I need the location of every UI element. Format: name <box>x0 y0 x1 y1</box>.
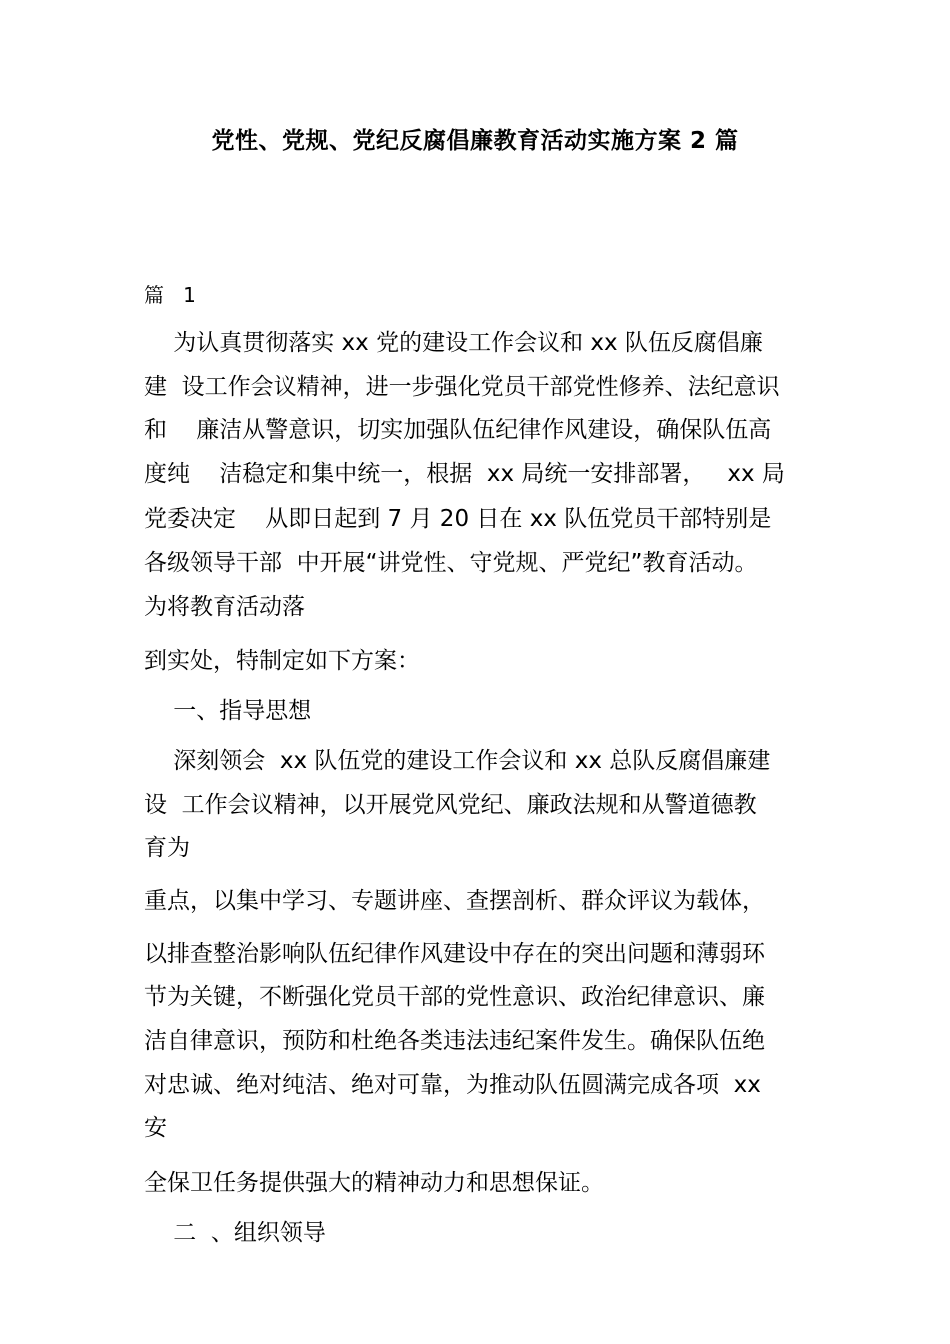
paragraph-line: 节为关键，不断强化党员干部的党性意识、政治纪律意识、廉 <box>144 984 765 1010</box>
paragraph-line: 度纯 洁稳定和集中统一，根据 xx 局统一安排部署， xx 局 <box>144 461 785 487</box>
paragraph-line: 和 廉洁从警意识，切实加强队伍纪律作风建设，确保队伍高 <box>144 417 772 443</box>
paragraph-line: 深刻领会 xx 队伍党的建设工作会议和 xx 总队反腐倡廉建 <box>144 748 771 774</box>
paragraph-line: 为认真贯彻落实 xx 党的建设工作会议和 xx 队伍反腐倡廉 <box>144 330 763 356</box>
document-title: 党性、党规、党纪反腐倡廉教育活动实施方案 2 篇 <box>211 128 739 154</box>
paragraph-line: 党委决定 从即日起到 7 月 20 日在 xx 队伍党员干部特别是 <box>144 506 772 532</box>
paragraph-line: 到实处，特制定如下方案： <box>144 648 420 674</box>
paragraph-line: 设 工作会议精神，以开展党风党纪、廉政法规和从警道德教 <box>144 792 757 818</box>
paragraph-line: 建 设工作会议精神，进一步强化党员干部党性修养、法纪意识 <box>144 374 780 400</box>
paragraph-line: 以排查整治影响队伍纪律作风建设中存在的突出问题和薄弱环 <box>144 941 765 967</box>
paragraph-line: 洁自律意识，预防和杜绝各类违法违纪案件发生。确保队伍绝 <box>144 1028 765 1054</box>
paragraph-line: 全保卫任务提供强大的精神动力和思想保证。 <box>144 1170 604 1196</box>
paragraph-line: 育为 <box>144 835 190 861</box>
section-label: 篇 1 <box>144 283 196 307</box>
section-heading: 二 、组织领导 <box>144 1220 326 1246</box>
paragraph-line: 为将教育活动落 <box>144 594 305 620</box>
paragraph-line: 安 <box>144 1115 167 1141</box>
paragraph-line: 重点，以集中学习、专题讲座、查摆剖析、群众评议为载体， <box>144 888 765 914</box>
section-heading: 一、指导思想 <box>144 698 312 724</box>
paragraph-line: 各级领导干部 中开展“讲党性、守党规、严党纪”教育活动。 <box>144 550 758 576</box>
paragraph-line: 对忠诚、绝对纯洁、绝对可靠，为推动队伍圆满完成各项 xx <box>144 1072 761 1098</box>
